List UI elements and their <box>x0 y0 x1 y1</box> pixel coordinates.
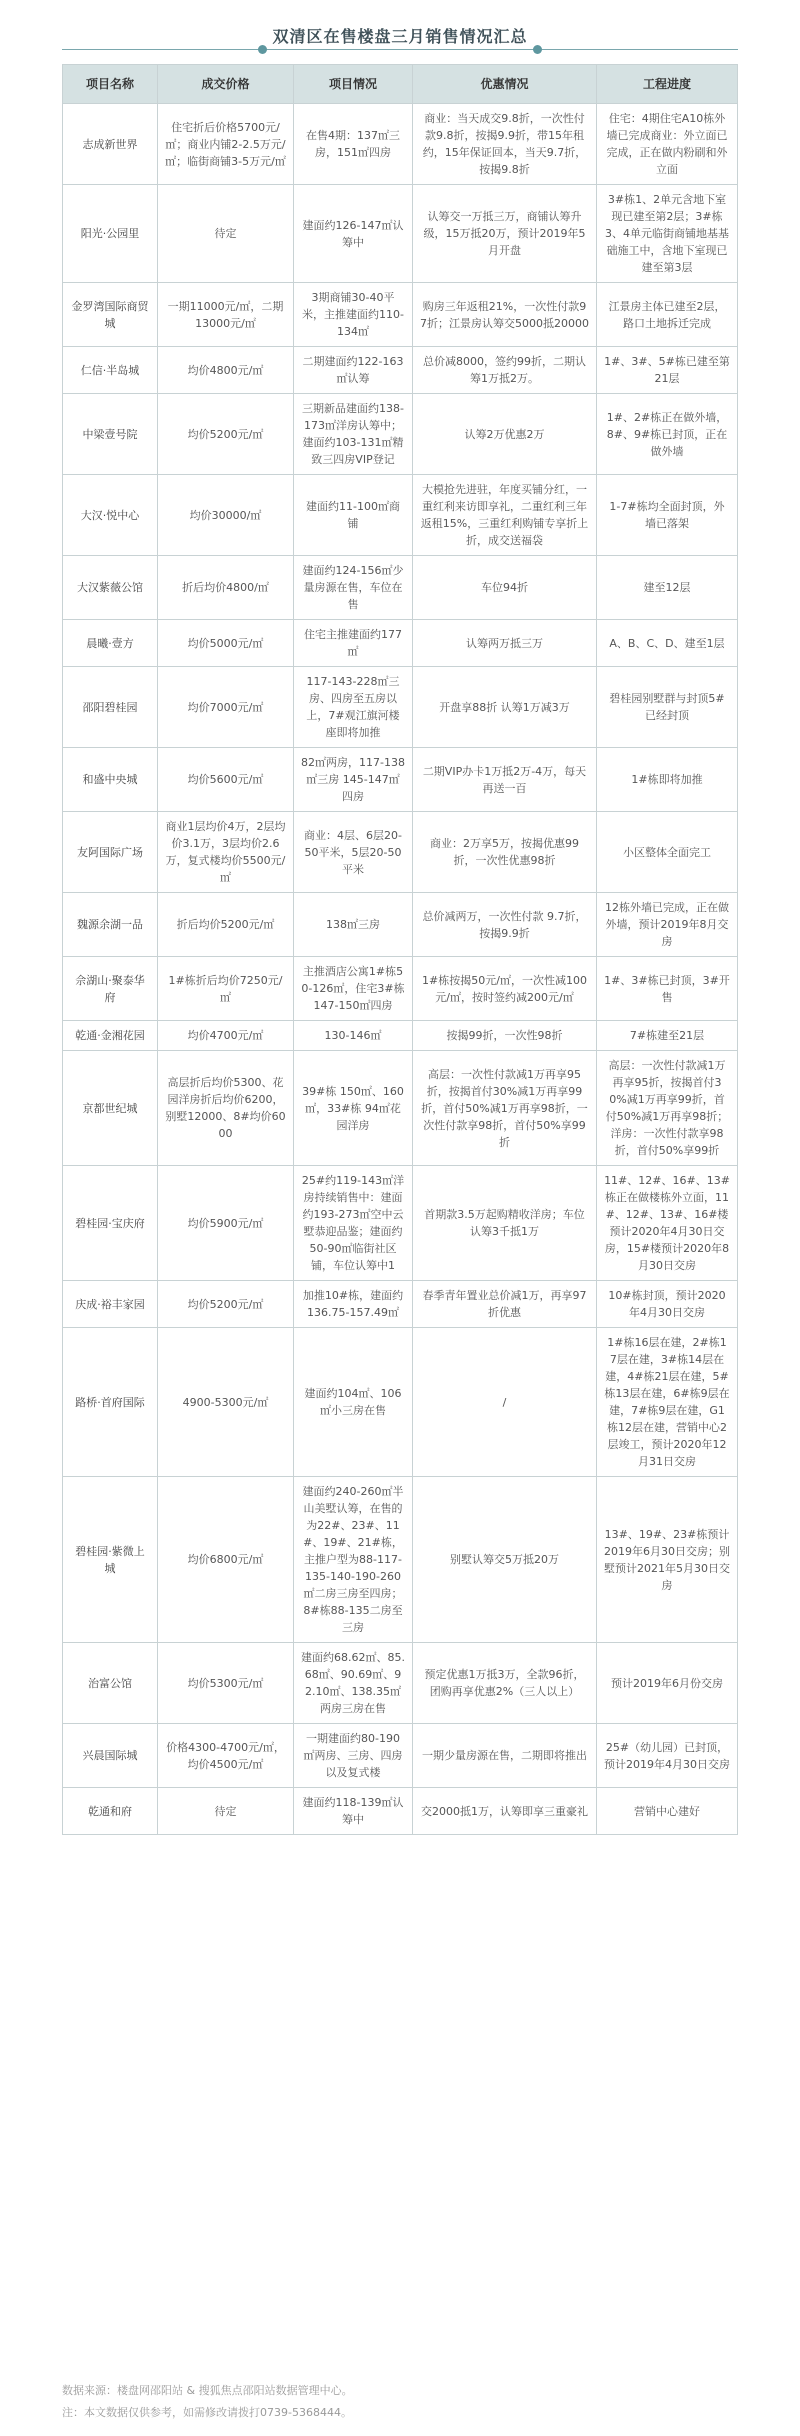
progress-cell: 12栋外墙已完成，正在做外墙，预计2019年8月交房 <box>597 893 738 957</box>
footer <box>62 2380 738 2424</box>
project-name-cell: 碧桂园·紫微上城 <box>63 1477 158 1643</box>
project-info-cell: 25#约119-143㎡洋房持续销售中：建面约193-273㎡空中云墅恭迎品鉴；建面约50-90㎡临街社区铺，车位认筹中1 <box>294 1166 413 1281</box>
title-divider <box>62 49 738 50</box>
disclaimer-note: 注：本文数据仅供参考，如需修改请拨打0739-5368444。 <box>62 2406 352 2419</box>
project-name-cell: 阳光·公园里 <box>63 185 158 283</box>
progress-cell: 1#、3#栋已封顶，3#开售 <box>597 957 738 1021</box>
progress-cell: 1#栋16层在建，2#栋17层在建，3#栋14层在建，4#栋21层在建，5#栋13层在建，6#栋9层在建，7#栋9层在建，G1栋12层在建，营销中心2层竣工，预计2020年12月31日交房 <box>597 1328 738 1477</box>
table-row <box>63 283 738 347</box>
table-row <box>63 812 738 893</box>
price-cell: 价格4300-4700元/㎡，均价4500元/㎡ <box>158 1724 294 1788</box>
price-cell: 待定 <box>158 185 294 283</box>
price-cell: 1#栋折后均价7250元/㎡ <box>158 957 294 1021</box>
table-row <box>63 620 738 667</box>
price-cell: 4900-5300元/㎡ <box>158 1328 294 1477</box>
header-discount: 优惠情况 <box>413 65 597 104</box>
data-source-note: 数据来源：楼盘网邵阳站 & 搜狐焦点邵阳站数据管理中心。 <box>62 2384 353 2397</box>
progress-cell: 碧桂园别墅群与封顶5#已经封顶 <box>597 667 738 748</box>
table-row <box>63 394 738 475</box>
price-cell: 均价7000元/㎡ <box>158 667 294 748</box>
progress-cell: 营销中心建好 <box>597 1788 738 1835</box>
project-name-cell: 魏源余湖一品 <box>63 893 158 957</box>
discount-cell: 认筹2万优惠2万 <box>413 394 597 475</box>
table-row <box>63 1643 738 1724</box>
table-row <box>63 1166 738 1281</box>
discount-cell: 高层：一次性付款减1万再享95折，按揭首付30%减1万再享99折，首付50%减1万再享98折，一次性付款享98折，首付50%享99折 <box>413 1051 597 1166</box>
project-name-cell: 中梁壹号院 <box>63 394 158 475</box>
price-cell: 均价4800元/㎡ <box>158 347 294 394</box>
project-info-cell: 建面约11-100㎡商铺 <box>294 475 413 556</box>
project-info-cell: 主推酒店公寓1#栋50-126㎡，住宅3#栋147-150㎡四房 <box>294 957 413 1021</box>
price-cell: 均价6800元/㎡ <box>158 1477 294 1643</box>
discount-cell: 按揭99折，一次性98折 <box>413 1021 597 1051</box>
price-cell: 待定 <box>158 1788 294 1835</box>
project-info-cell: 一期建面约80-190㎡两房、三房、四房以及复式楼 <box>294 1724 413 1788</box>
project-info-cell: 建面约124-156㎡少量房源在售，车位在售 <box>294 556 413 620</box>
price-cell: 高层折后均价5300、花园洋房折后均价6200，别墅12000、8#均价6000 <box>158 1051 294 1166</box>
discount-cell: 购房三年返租21%，一次性付款97折；江景房认筹交5000抵20000 <box>413 283 597 347</box>
progress-cell: 3#栋1、2单元含地下室现已建至第2层；3#栋3、4单元临街商铺地基基础施工中，含地下室现已建至第3层 <box>597 185 738 283</box>
progress-cell: 江景房主体已建至2层，路口土地拆迁完成 <box>597 283 738 347</box>
table-row <box>63 1021 738 1051</box>
table-row <box>63 1051 738 1166</box>
progress-cell: 小区整体全面完工 <box>597 812 738 893</box>
price-cell: 均价5600元/㎡ <box>158 748 294 812</box>
title-bar <box>62 20 738 64</box>
price-cell: 折后均价5200元/㎡ <box>158 893 294 957</box>
project-info-cell: 82㎡两房，117-138㎡三房 145-147㎡四房 <box>294 748 413 812</box>
progress-cell: 7#栋建至21层 <box>597 1021 738 1051</box>
project-info-cell: 商业：4层、6层20-50平米，5层20-50平米 <box>294 812 413 893</box>
table-row <box>63 748 738 812</box>
project-info-cell: 117-143-228㎡三房、四房至五房以上，7#观江旗河楼座即将加推 <box>294 667 413 748</box>
progress-cell: 10#栋封顶，预计2020年4月30日交房 <box>597 1281 738 1328</box>
progress-cell: 1#、2#栋正在做外墙，8#、9#栋已封顶，正在做外墙 <box>597 394 738 475</box>
discount-cell: 总价减8000，签约99折，二期认筹1万抵2万。 <box>413 347 597 394</box>
price-cell: 一期11000元/㎡，二期13000元/㎡ <box>158 283 294 347</box>
discount-cell: 别墅认筹交5万抵20万 <box>413 1477 597 1643</box>
price-cell: 均价30000/㎡ <box>158 475 294 556</box>
header-progress: 工程进度 <box>597 65 738 104</box>
table-row <box>63 1328 738 1477</box>
header-project-info: 项目情况 <box>294 65 413 104</box>
discount-cell: 1#栋按揭50元/㎡，一次性减100元/㎡，按时签约减200元/㎡ <box>413 957 597 1021</box>
project-name-cell: 仁信·半岛城 <box>63 347 158 394</box>
discount-cell: 大模抢先进驻，年度买铺分红，一重红利来访即享礼，二重红利三年返租15%，三重红利购铺专享折上折，成交送福袋 <box>413 475 597 556</box>
progress-cell: 13#、19#、23#栋预计2019年6月30日交房；别墅预计2021年5月30日交房 <box>597 1477 738 1643</box>
price-cell: 均价5300元/㎡ <box>158 1643 294 1724</box>
discount-cell: / <box>413 1328 597 1477</box>
discount-cell: 交2000抵1万，认筹即享三重豪礼 <box>413 1788 597 1835</box>
table-header-row <box>63 65 738 104</box>
project-name-cell: 和盛中央城 <box>63 748 158 812</box>
table-row <box>63 1281 738 1328</box>
discount-cell: 认筹两万抵三万 <box>413 620 597 667</box>
project-name-cell: 大汉紫薇公馆 <box>63 556 158 620</box>
price-cell: 均价5200元/㎡ <box>158 394 294 475</box>
progress-cell: 住宅：4期住宅A10栋外墙已完成商业：外立面已完成，正在做内粉刷和外立面 <box>597 104 738 185</box>
discount-cell: 车位94折 <box>413 556 597 620</box>
discount-cell: 首期款3.5万起购精收洋房；车位认筹3千抵1万 <box>413 1166 597 1281</box>
project-name-cell: 乾通和府 <box>63 1788 158 1835</box>
table-row <box>63 347 738 394</box>
table-row <box>63 475 738 556</box>
project-info-cell: 3期商铺30-40平米，主推建面约110-134㎡ <box>294 283 413 347</box>
project-name-cell: 志成新世界 <box>63 104 158 185</box>
progress-cell: 1-7#栋均全面封顶，外墙已落架 <box>597 475 738 556</box>
progress-cell: A、B、C、D、建至1层 <box>597 620 738 667</box>
project-name-cell: 碧桂园·宝庆府 <box>63 1166 158 1281</box>
project-info-cell: 建面约118-139㎡认筹中 <box>294 1788 413 1835</box>
project-name-cell: 邵阳碧桂园 <box>63 667 158 748</box>
header-project-name: 项目名称 <box>63 65 158 104</box>
discount-cell: 预定优惠1万抵3万，全款96折，团购再享优惠2%（三人以上） <box>413 1643 597 1724</box>
table-row <box>63 957 738 1021</box>
progress-cell: 预计2019年6月份交房 <box>597 1643 738 1724</box>
project-info-cell: 建面约126-147㎡认筹中 <box>294 185 413 283</box>
discount-cell: 一期少量房源在售，二期即将推出 <box>413 1724 597 1788</box>
table-row <box>63 1724 738 1788</box>
price-cell: 均价4700元/㎡ <box>158 1021 294 1051</box>
price-cell: 均价5200元/㎡ <box>158 1281 294 1328</box>
progress-cell: 11#、12#、16#、13#栋正在做楼栋外立面，11#、12#、13#、16#楼预计2020年4月30日交房，15#楼预计2020年8月30日交房 <box>597 1166 738 1281</box>
project-name-cell: 路桥·首府国际 <box>63 1328 158 1477</box>
discount-cell: 二期VIP办卡1万抵2万-4万，每天再送一百 <box>413 748 597 812</box>
table-row <box>63 667 738 748</box>
project-info-cell: 建面约68.62㎡、85.68㎡、90.69㎡、92.10㎡、138.35㎡两房三房在售 <box>294 1643 413 1724</box>
project-info-cell: 建面约240-260㎡半山美墅认筹，在售的为22#、23#、11#、19#、21#栋，主推户型为88-117-135-140-190-260㎡二房三房至四房；8#栋88-135二房至三房 <box>294 1477 413 1643</box>
price-cell: 住宅折后价格5700元/㎡；商业内铺2-2.5万元/㎡；临街商铺3-5万元/㎡ <box>158 104 294 185</box>
table-row <box>63 556 738 620</box>
project-info-cell: 住宅主推建面约177㎡ <box>294 620 413 667</box>
project-name-cell: 金罗湾国际商贸城 <box>63 283 158 347</box>
price-cell: 折后均价4800/㎡ <box>158 556 294 620</box>
progress-cell: 高层：一次性付款减1万再享95折，按揭首付30%减1万再享99折，首付50%减1万再享98折；洋房：一次性付款享98折，首付50%享99折 <box>597 1051 738 1166</box>
page-title: 双清区在售楼盘三月销售情况汇总 <box>272 27 528 46</box>
discount-cell: 总价减两万，一次性付款 9.7折，按揭9.9折 <box>413 893 597 957</box>
project-info-cell: 39#栋 150㎡、160㎡，33#栋 94㎡花园洋房 <box>294 1051 413 1166</box>
progress-cell: 1#、3#、5#栋已建至第21层 <box>597 347 738 394</box>
progress-cell: 25#（幼儿园）已封顶，预计2019年4月30日交房 <box>597 1724 738 1788</box>
project-info-cell: 在售4期：137㎡三房，151㎡四房 <box>294 104 413 185</box>
project-name-cell: 乾通·金湘花园 <box>63 1021 158 1051</box>
table-row <box>63 185 738 283</box>
progress-cell: 建至12层 <box>597 556 738 620</box>
price-cell: 均价5000元/㎡ <box>158 620 294 667</box>
progress-cell: 1#栋即将加推 <box>597 748 738 812</box>
project-name-cell: 兴晨国际城 <box>63 1724 158 1788</box>
project-name-cell: 京都世纪城 <box>63 1051 158 1166</box>
price-cell: 商业1层均价4万，2层均价3.1万，3层均价2.6万，复式楼均价5500元/㎡ <box>158 812 294 893</box>
table-row <box>63 1477 738 1643</box>
project-info-cell: 二期建面约122-163㎡认筹 <box>294 347 413 394</box>
table-row <box>63 1788 738 1835</box>
table-row <box>63 104 738 185</box>
project-info-cell: 建面约104㎡、106㎡小三房在售 <box>294 1328 413 1477</box>
project-info-cell: 加推10#栋，建面约136.75-157.49㎡ <box>294 1281 413 1328</box>
header-price: 成交价格 <box>158 65 294 104</box>
project-name-cell: 治富公馆 <box>63 1643 158 1724</box>
project-info-cell: 三期新品建面约138-173㎡洋房认筹中；建面约103-131㎡精致三四房VIP登记 <box>294 394 413 475</box>
project-info-cell: 138㎡三房 <box>294 893 413 957</box>
price-cell: 均价5900元/㎡ <box>158 1166 294 1281</box>
discount-cell: 认筹交一万抵三万，商铺认筹升级，15万抵20万，预计2019年5月开盘 <box>413 185 597 283</box>
discount-cell: 春季青年置业总价减1万，再享97折优惠 <box>413 1281 597 1328</box>
sales-table <box>62 64 738 1835</box>
project-name-cell: 庆成·裕丰家园 <box>63 1281 158 1328</box>
project-info-cell: 130-146㎡ <box>294 1021 413 1051</box>
project-name-cell: 晨曦·壹方 <box>63 620 158 667</box>
project-name-cell: 佘湖山·聚泰华府 <box>63 957 158 1021</box>
discount-cell: 商业：2万享5万，按揭优惠99折，一次性优惠98折 <box>413 812 597 893</box>
discount-cell: 商业：当天成交9.8折，一次性付款9.8折，按揭9.9折，带15年租约，15年保证回本，当天9.7折，按揭9.8折 <box>413 104 597 185</box>
table-row <box>63 893 738 957</box>
project-name-cell: 友阿国际广场 <box>63 812 158 893</box>
project-name-cell: 大汉·悦中心 <box>63 475 158 556</box>
discount-cell: 开盘享88折 认筹1万减3万 <box>413 667 597 748</box>
